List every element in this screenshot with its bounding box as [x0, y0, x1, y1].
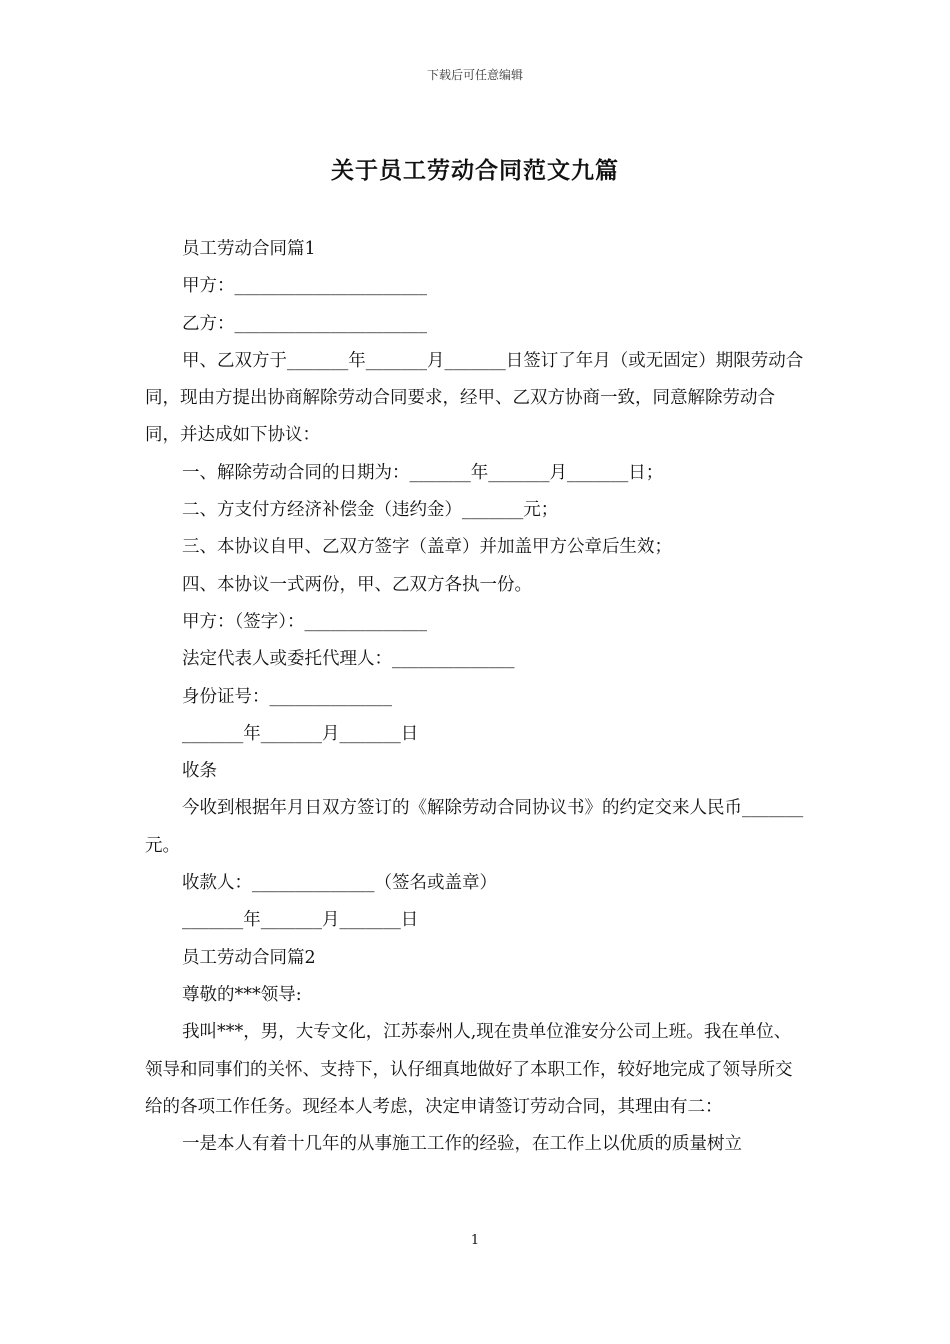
receipt-heading: 收条: [182, 761, 217, 782]
document-body: [145, 231, 807, 1163]
date-line: _______年_______月_______日: [182, 723, 419, 744]
document-title: 关于员工劳动合同范文九篇: [331, 157, 619, 184]
party-b-line: 乙方：______________________: [182, 313, 427, 334]
section-heading-2: 员工劳动合同篇2: [182, 947, 316, 968]
section-heading-1: 员工劳动合同篇1: [182, 239, 316, 259]
agreement-intro-paragraph: 甲、乙双方于_______年_______月_______日签订了年月（或无固定）期限劳动合同，现由方提出协商解除劳动合同要求，经甲、乙双方协商一致，同意解除劳动合同，并达成如下协议：: [145, 350, 804, 446]
clause-2: 二、方支付方经济补偿金（违约金）_______元；: [182, 500, 559, 521]
clause-4: 四、本协议一式两份，甲、乙双方各执一份。: [182, 574, 532, 595]
page-number: 1: [470, 1233, 480, 1248]
clause-1: 一、解除劳动合同的日期为：_______年_______月_______日；: [182, 462, 664, 483]
id-number-line: 身份证号：______________: [182, 686, 392, 707]
download-note: 下载后可任意编辑: [426, 68, 523, 82]
legal-representative-line: 法定代表人或委托代理人：______________: [182, 649, 515, 670]
receipt-paragraph: 今收到根据年月日双方签订的《解除劳动合同协议书》的约定交来人民币_______元。: [145, 798, 804, 856]
clause-3: 三、本协议自甲、乙双方签字（盖章）并加盖甲方公章后生效；: [182, 537, 672, 558]
party-a-line: 甲方：______________________: [182, 276, 427, 297]
reason-paragraph: 一是本人有着十几年的从事施工工作的经验，在工作上以优质的质量树立: [182, 1134, 742, 1155]
payee-line: 收款人：______________（签名或盖章）: [182, 873, 497, 894]
receipt-date-line: _______年_______月_______日: [182, 910, 419, 931]
application-paragraph: 我叫***，男，大专文化，江苏泰州人,现在贵单位淮安分公司上班。我在单位、领导和同事们的关怀、支持下，认仔细真地做好了本职工作，较好地完成了领导所交给的各项工作任务。现经本人考虑，决定申请签订劳动合同，其理由有二：: [145, 1022, 793, 1117]
salutation: 尊敬的***领导:: [182, 984, 302, 1005]
party-a-signature-line: 甲方：（签字）：______________: [182, 611, 427, 632]
